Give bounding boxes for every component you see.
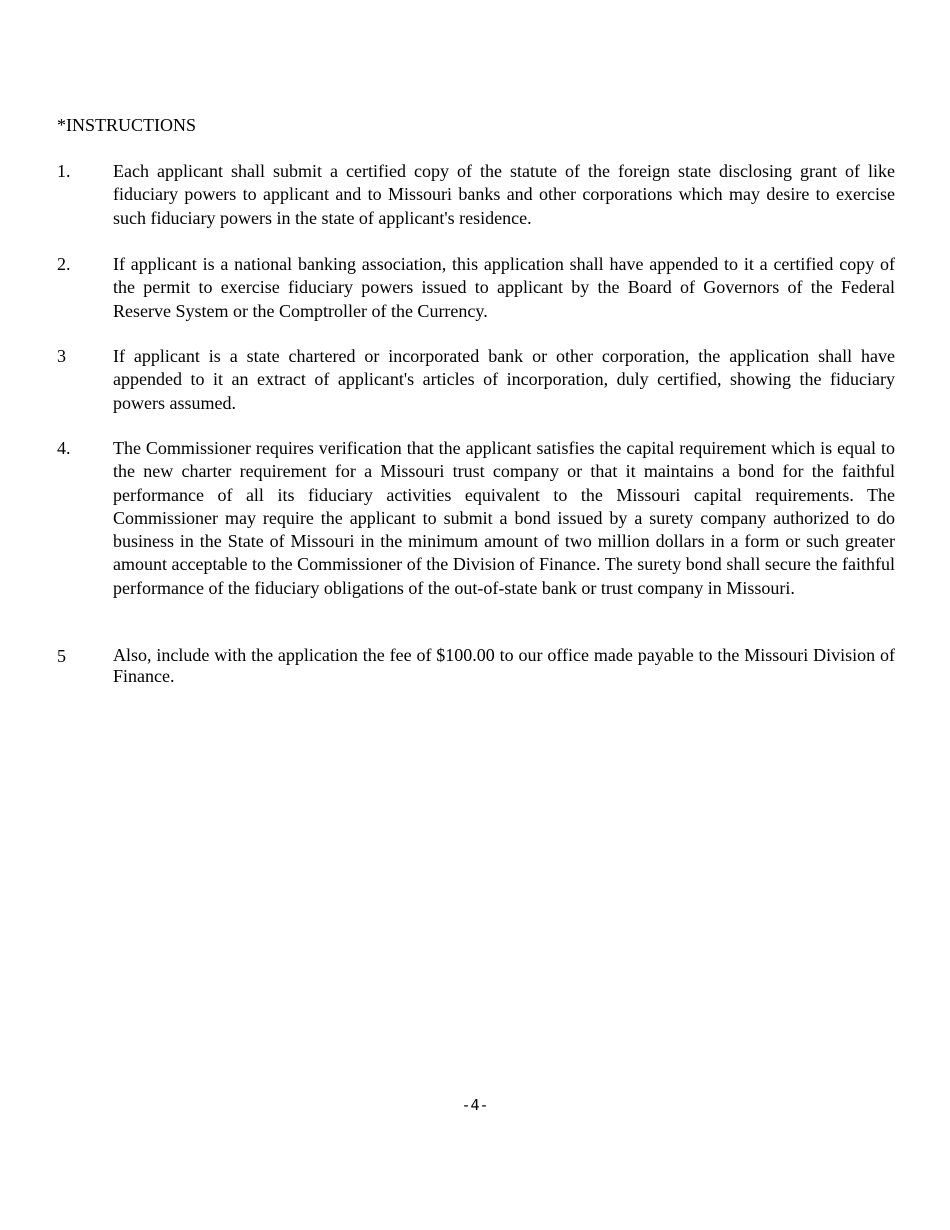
instruction-number: 3 — [57, 346, 66, 366]
instruction-item — [57, 645, 895, 687]
instruction-text: If applicant is a state chartered or incorporated bank or other corporation, the application shall have appended to it an extract of applicant's articles of incorporation, duly certified, showing the fiduciary powers assumed. — [113, 346, 895, 413]
instruction-item — [57, 253, 895, 323]
instruction-text: Each applicant shall submit a certified copy of the statute of the foreign state disclosing grant of like fiduciary powers to applicant and to Missouri banks and other corporations which may desire to exercise such fiduciary powers in the state of applicant's residence. — [113, 161, 895, 228]
instruction-item — [57, 437, 895, 600]
instruction-number: 4. — [57, 438, 71, 458]
instruction-number: 5 — [57, 646, 66, 666]
instruction-item — [57, 160, 895, 230]
instruction-text: Also, include with the application the fee of $100.00 to our office made payable to the Missouri Division of Finance. — [113, 645, 895, 686]
instruction-text: The Commissioner requires verification that the applicant satisfies the capital requirement which is equal to the new charter requirement for a Missouri trust company or that it maintains a bond for the faithful performance of all its fiduciary activities equivalent to the Missouri capital requirements. The Commissioner may require the applicant to submit a bond issued by a surety company authorized to do business in the State of Missouri in the minimum amount of two million dollars in a form or such greater amount acceptable to the Commissioner of the Division of Finance. The surety bond shall secure the faithful performance of the fiduciary obligations of the out-of-state bank or trust company in Missouri. — [113, 438, 895, 598]
page-number: -4- — [461, 1096, 489, 1114]
instruction-number: 2. — [57, 254, 71, 274]
instruction-number: 1. — [57, 161, 71, 181]
instructions-heading: *INSTRUCTIONS — [57, 115, 197, 135]
instruction-text: If applicant is a national banking association, this application shall have appended to it a certified copy of the permit to exercise fiduciary powers issued to applicant by the Board of Governors of the Federal Reserve System or the Comptroller of the Currency. — [113, 254, 895, 321]
instruction-item — [57, 345, 895, 415]
